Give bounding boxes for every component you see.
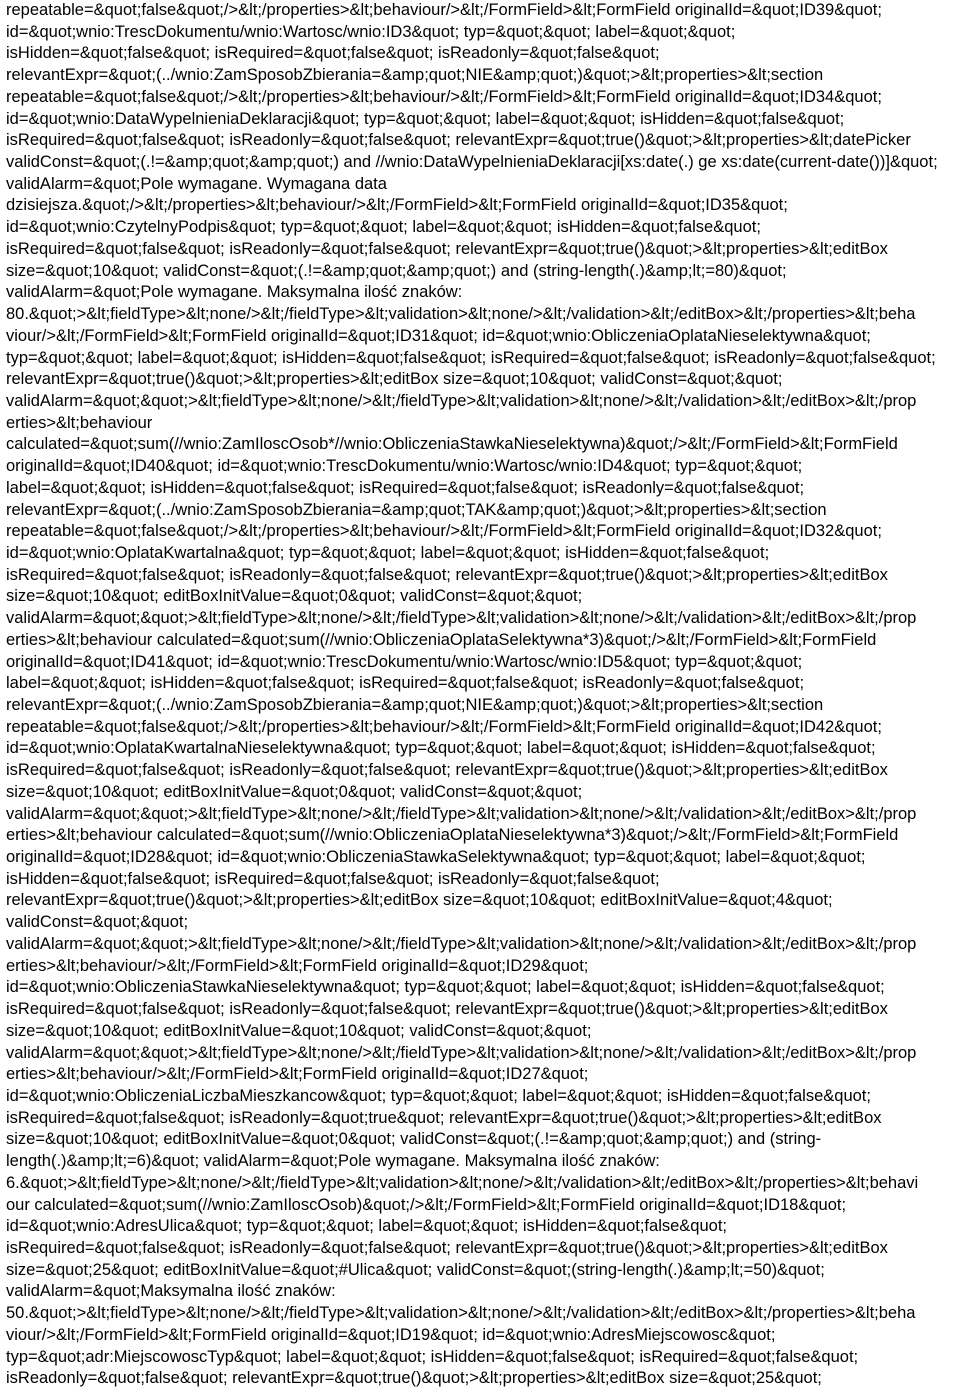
text-line: size=&quot;25&quot; editBoxInitValue=&quot;#Ulica&quot; validConst=&quot;(string-length(.)&amp;lt;=50)&quot;	[6, 1260, 825, 1279]
text-line: erties>&lt;behaviour calculated=&quot;sum(//wnio:ObliczeniaOplataSelektywna*3)&quot;/>&lt;/FormField>&lt;FormField	[6, 630, 877, 649]
text-line: erties>&lt;behaviour/>&lt;/FormField>&lt;FormField originalId=&quot;ID29&quot;	[6, 956, 589, 975]
text-line: validAlarm=&quot;&quot;>&lt;fieldType>&lt;none/>&lt;/fieldType>&lt;validation>&lt;none/>&lt;/validation>&lt;/editBox>&lt;/prop	[6, 934, 917, 953]
text-line: 50.&quot;>&lt;fieldType>&lt;none/>&lt;/fieldType>&lt;validation>&lt;none/>&lt;/validation>&lt;/editBox>&lt;/properties>&lt;beha	[6, 1304, 916, 1323]
text-line: isHidden=&quot;false&quot; isRequired=&quot;false&quot; isReadonly=&quot;false&quot;	[6, 869, 660, 888]
text-line: label=&quot;&quot; isHidden=&quot;false&quot; isRequired=&quot;false&quot; isReadonly=&quot;false&quot;	[6, 674, 805, 693]
text-line: validConst=&quot;&quot;	[6, 913, 189, 932]
text-line: relevantExpr=&quot;true()&quot;>&lt;properties>&lt;editBox size=&quot;10&quot; editBoxInitValue=&quot;4&quot;	[6, 891, 833, 910]
text-line: originalId=&quot;ID41&quot; id=&quot;wnio:TrescDokumentu/wnio:Wartosc/wnio:ID5&quot; typ=&quot;&quot;	[6, 652, 803, 671]
text-line: length(.)&amp;lt;=6)&quot; validAlarm=&quot;Pole wymagane. Maksymalna ilość znaków:	[6, 1152, 660, 1171]
text-line: validAlarm=&quot;Maksymalna ilość znaków:	[6, 1282, 336, 1301]
text-line: isRequired=&quot;false&quot; isReadonly=&quot;false&quot; relevantExpr=&quot;true()&quot;>&lt;properties>&lt;editBox	[6, 565, 888, 584]
text-line: isRequired=&quot;false&quot; isReadonly=&quot;false&quot; relevantExpr=&quot;true()&quot;>&lt;properties>&lt;editBox	[6, 1238, 888, 1257]
text-line: id=&quot;wnio:DataWypelnieniaDeklaracji&quot; typ=&quot;&quot; label=&quot;&quot; isHidden=&quot;false&quot;	[6, 109, 845, 128]
text-line: erties>&lt;behaviour/>&lt;/FormField>&lt;FormField originalId=&quot;ID27&quot;	[6, 1065, 589, 1084]
text-line: isRequired=&quot;false&quot; isReadonly=&quot;true&quot; relevantExpr=&quot;true()&quot;>&lt;properties>&lt;editBox	[6, 1108, 882, 1127]
text-line: 80.&quot;>&lt;fieldType>&lt;none/>&lt;/fieldType>&lt;validation>&lt;none/>&lt;/validation>&lt;/editBox>&lt;/properties>&lt;beha	[6, 305, 916, 324]
text-line: id=&quot;wnio:CzytelnyPodpis&quot; typ=&quot;&quot; label=&quot;&quot; isHidden=&quot;false&quot;	[6, 218, 761, 237]
text-line: id=&quot;wnio:ObliczeniaStawkaNieselektywna&quot; typ=&quot;&quot; label=&quot;&quot; isHidden=&quot;false&quot;	[6, 978, 885, 997]
text-line: erties>&lt;behaviour calculated=&quot;sum(//wnio:ObliczeniaOplataNieselektywna*3)&quot;/>&lt;/FormField>&lt;FormField	[6, 826, 899, 845]
text-line: repeatable=&quot;false&quot;/>&lt;/properties>&lt;behaviour/>&lt;/FormField>&lt;FormField originalId=&quot;ID42&quot;	[6, 717, 882, 736]
text-line: size=&quot;10&quot; editBoxInitValue=&quot;10&quot; validConst=&quot;&quot;	[6, 1021, 592, 1040]
text-line: relevantExpr=&quot;(../wnio:ZamSposobZbierania=&amp;quot;TAK&amp;quot;)&quot;>&lt;properties>&lt;section	[6, 500, 827, 519]
text-line: isHidden=&quot;false&quot; isRequired=&quot;false&quot; isReadonly=&quot;false&quot;	[6, 44, 660, 63]
text-line: validAlarm=&quot;&quot;>&lt;fieldType>&lt;none/>&lt;/fieldType>&lt;validation>&lt;none/>&lt;/validation>&lt;/editBox>&lt;/prop	[6, 609, 917, 628]
text-line: size=&quot;10&quot; editBoxInitValue=&quot;0&quot; validConst=&quot;&quot;	[6, 587, 583, 606]
text-line: size=&quot;10&quot; editBoxInitValue=&quot;0&quot; validConst=&quot;(.!=&amp;quot;&amp;quot;) and (string-	[6, 1130, 822, 1149]
text-line: typ=&quot;&quot; label=&quot;&quot; isHidden=&quot;false&quot; isRequired=&quot;false&quot; isReadonly=&quot;false&quot;	[6, 348, 936, 367]
text-line: 6.&quot;>&lt;fieldType>&lt;none/>&lt;/fieldType>&lt;validation>&lt;none/>&lt;/validation>&lt;/editBox>&lt;/properties>&lt;behavi	[6, 1173, 919, 1192]
text-line: validConst=&quot;(.!=&amp;quot;&amp;quot;) and //wnio:DataWypelnieniaDeklaracji[xs:date(.) ge xs:date(current-date())]&quot;	[6, 153, 938, 172]
text-line: originalId=&quot;ID40&quot; id=&quot;wnio:TrescDokumentu/wnio:Wartosc/wnio:ID4&quot; typ=&quot;&quot;	[6, 457, 803, 476]
text-line: validAlarm=&quot;&quot;>&lt;fieldType>&lt;none/>&lt;/fieldType>&lt;validation>&lt;none/>&lt;/validation>&lt;/editBox>&lt;/prop	[6, 804, 917, 823]
document-text	[6, 0, 956, 1390]
text-line: size=&quot;10&quot; editBoxInitValue=&quot;0&quot; validConst=&quot;&quot;	[6, 782, 583, 801]
text-line: isRequired=&quot;false&quot; isReadonly=&quot;false&quot; relevantExpr=&quot;true()&quot;>&lt;properties>&lt;editBox	[6, 761, 888, 780]
text-line: repeatable=&quot;false&quot;/>&lt;/properties>&lt;behaviour/>&lt;/FormField>&lt;FormField originalId=&quot;ID39&quot;	[6, 1, 882, 19]
text-line: id=&quot;wnio:OplataKwartalnaNieselektywna&quot; typ=&quot;&quot; label=&quot;&quot; isHidden=&quot;false&quot;	[6, 739, 876, 758]
text-line: label=&quot;&quot; isHidden=&quot;false&quot; isRequired=&quot;false&quot; isReadonly=&quot;false&quot;	[6, 478, 805, 497]
text-line: repeatable=&quot;false&quot;/>&lt;/properties>&lt;behaviour/>&lt;/FormField>&lt;FormField originalId=&quot;ID34&quot;	[6, 87, 882, 106]
text-line: validAlarm=&quot;&quot;>&lt;fieldType>&lt;none/>&lt;/fieldType>&lt;validation>&lt;none/>&lt;/validation>&lt;/editBox>&lt;/prop	[6, 391, 917, 410]
text-line: validAlarm=&quot;&quot;>&lt;fieldType>&lt;none/>&lt;/fieldType>&lt;validation>&lt;none/>&lt;/validation>&lt;/editBox>&lt;/prop	[6, 1043, 917, 1062]
text-line: size=&quot;10&quot; validConst=&quot;(.!=&amp;quot;&amp;quot;) and (string-length(.)&amp;lt;=80)&quot;	[6, 261, 787, 280]
text-line: our calculated=&quot;sum(//wnio:ZamIloscOsob)&quot;/>&lt;/FormField>&lt;FormField originalId=&quot;ID18&quot;	[6, 1195, 847, 1214]
text-line: repeatable=&quot;false&quot;/>&lt;/properties>&lt;behaviour/>&lt;/FormField>&lt;FormField originalId=&quot;ID32&quot;	[6, 522, 882, 541]
text-line: typ=&quot;adr:MiejscowoscTyp&quot; label=&quot;&quot; isHidden=&quot;false&quot; isRequired=&quot;false&quot;	[6, 1347, 859, 1366]
text-line: validAlarm=&quot;Pole wymagane. Wymagana data	[6, 174, 387, 193]
text-line: id=&quot;wnio:TrescDokumentu/wnio:Wartosc/wnio:ID3&quot; typ=&quot;&quot; label=&quot;&quot;	[6, 22, 736, 41]
text-line: isRequired=&quot;false&quot; isReadonly=&quot;false&quot; relevantExpr=&quot;true()&quot;>&lt;properties>&lt;editBox	[6, 239, 888, 258]
text-line: relevantExpr=&quot;true()&quot;>&lt;properties>&lt;editBox size=&quot;10&quot; validConst=&quot;&quot;	[6, 370, 783, 389]
text-line: relevantExpr=&quot;(../wnio:ZamSposobZbierania=&amp;quot;NIE&amp;quot;)&quot;>&lt;properties>&lt;section	[6, 66, 824, 85]
text-line: id=&quot;wnio:ObliczeniaLiczbaMieszkancow&quot; typ=&quot;&quot; label=&quot;&quot; isHidden=&quot;false&quot;	[6, 1086, 871, 1105]
text-line: calculated=&quot;sum(//wnio:ZamIloscOsob*//wnio:ObliczeniaStawkaNieselektywna)&quot;/>&lt;/FormField>&lt;FormField	[6, 435, 898, 454]
text-line: viour/>&lt;/FormField>&lt;FormField originalId=&quot;ID19&quot; id=&quot;wnio:AdresMiejscowosc&quot;	[6, 1325, 776, 1344]
text-line: viour/>&lt;/FormField>&lt;FormField originalId=&quot;ID31&quot; id=&quot;wnio:ObliczeniaOplataNieselektywna&quot;	[6, 326, 871, 345]
text-line: dzisiejsza.&quot;/>&lt;/properties>&lt;behaviour/>&lt;/FormField>&lt;FormField originalId=&quot;ID35&quot;	[6, 196, 788, 215]
text-line: erties>&lt;behaviour	[6, 413, 153, 432]
text-line: isRequired=&quot;false&quot; isReadonly=&quot;false&quot; relevantExpr=&quot;true()&quot;>&lt;properties>&lt;editBox	[6, 1000, 888, 1019]
text-line: id=&quot;wnio:AdresUlica&quot; typ=&quot;&quot; label=&quot;&quot; isHidden=&quot;false&quot;	[6, 1217, 727, 1236]
text-line: isRequired=&quot;false&quot; isReadonly=&quot;false&quot; relevantExpr=&quot;true()&quot;>&lt;properties>&lt;datePicker	[6, 131, 911, 150]
text-line: relevantExpr=&quot;(../wnio:ZamSposobZbierania=&amp;quot;NIE&amp;quot;)&quot;>&lt;properties>&lt;section	[6, 696, 824, 714]
text-line: originalId=&quot;ID28&quot; id=&quot;wnio:ObliczeniaStawkaSelektywna&quot; typ=&quot;&quot; label=&quot;&quot;	[6, 848, 866, 867]
text-line: isReadonly=&quot;false&quot; relevantExpr=&quot;true()&quot;>&lt;properties>&lt;editBox size=&quot;25&quot;	[6, 1369, 822, 1388]
text-line: id=&quot;wnio:OplataKwartalna&quot; typ=&quot;&quot; label=&quot;&quot; isHidden=&quot;false&quot;	[6, 543, 770, 562]
text-line: validAlarm=&quot;Pole wymagane. Maksymalna ilość znaków:	[6, 283, 463, 302]
